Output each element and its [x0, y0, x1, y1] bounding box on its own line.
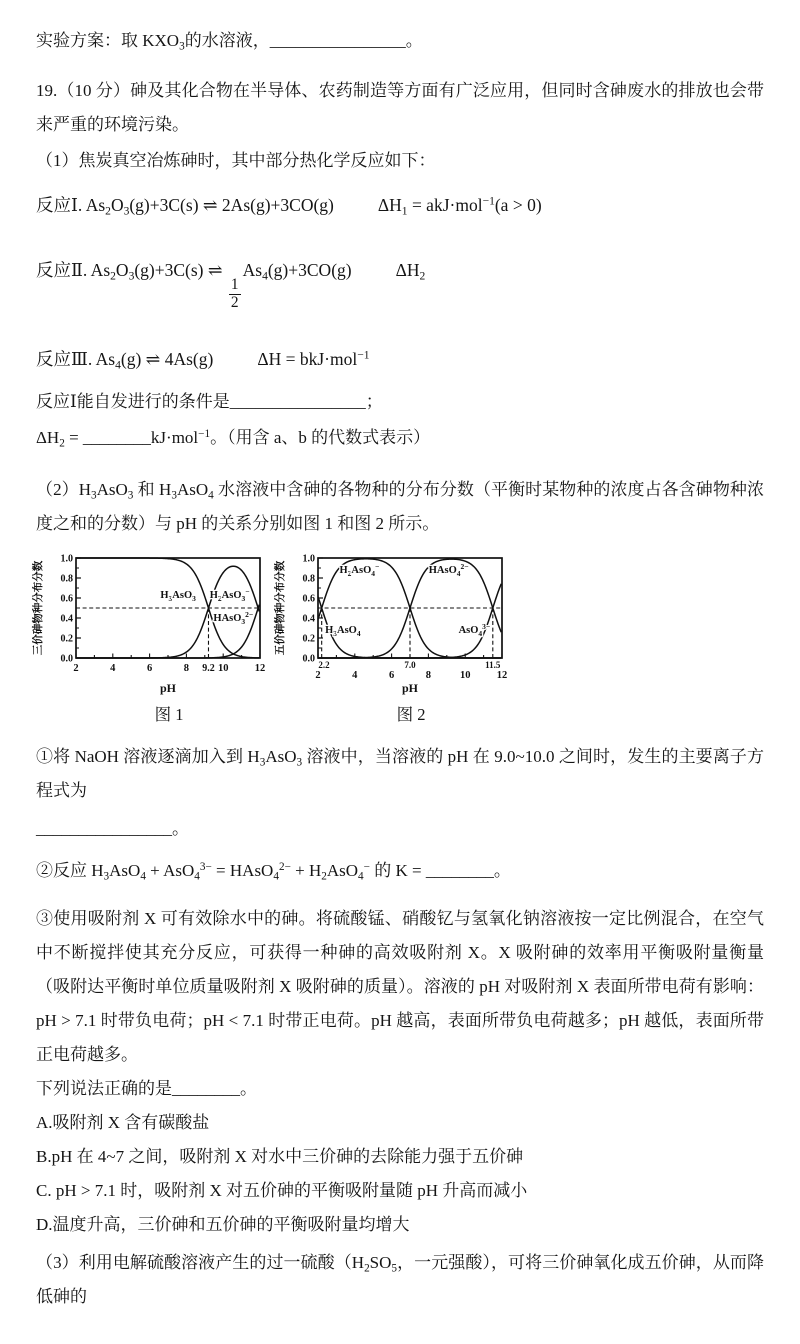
figure-2	[272, 549, 508, 726]
svg-text:H3AsO4: $H_3AsO_4$	[325, 624, 361, 638]
part2-sub1: ①将 NaOH 溶液逐滴加入到 $H_3AsO_3$ 溶液中，当溶液的 pH 在 9.0~10.0 之间时，发生的主要离子方程式为	[36, 747, 764, 801]
svg-text:7.0: 7.0	[404, 659, 416, 670]
reaction-1-enthalpy: $\Delta H_1 = akJ\cdot mol^{-1}(a > 0)$	[377, 195, 542, 218]
figure-1	[30, 549, 266, 726]
svg-text:12: 12	[496, 669, 508, 681]
svg-text:10: 10	[217, 662, 229, 674]
part2-sub3-adsorbent: ③使用吸附剂 X 可有效除水中的砷。将硫酸锰、硝酸钇与氢氧化钠溶液按一定比例混合，在空气中不断搅拌使其充分反应，可获得一种砷的高效吸附剂 X。X 吸附砷的效率用平衡吸附量衡量（吸附达平衡时单位质量吸附剂 X 吸附砷的质量）。溶液的 pH 对吸附剂 X 表面所带电荷有影响：pH > 7.1 时带负电荷；pH < 7.1 时带正电荷。pH 越高，表面所带负电荷越多；pH 越低，表面所带正电荷越多。	[36, 909, 764, 1065]
choice-list	[36, 1106, 764, 1242]
reaction-2-enthalpy: $\Delta H_2$	[395, 260, 426, 283]
reaction-1	[36, 188, 764, 223]
choice-d: D.温度升高，三价砷和五价砷的平衡吸附量均增大	[36, 1215, 410, 1235]
figure1-distribution-chart	[30, 549, 266, 695]
svg-text:2: 2	[315, 669, 321, 681]
svg-text:H2AsO3−: $H_2AsO_3^-$	[209, 586, 250, 603]
choice-a: A.吸附剂 X 含有碳酸盐	[36, 1113, 210, 1133]
svg-text:12: 12	[254, 662, 266, 674]
svg-text:2: 2	[73, 662, 79, 674]
reaction-3-equation: 反应Ⅲ. $As_4(g)$ ⇌ 4As(g)	[36, 348, 214, 372]
svg-text:0.4: 0.4	[302, 613, 315, 625]
svg-text:三价砷物种分布分数: 三价砷物种分布分数	[33, 560, 44, 656]
svg-text:0.6: 0.6	[60, 593, 73, 605]
svg-text:0.0: 0.0	[302, 653, 315, 665]
figures-row	[30, 549, 764, 726]
part2-sub1-answer-blank: ________________。	[36, 819, 189, 839]
choice-c: C. pH > 7.1 时，吸附剂 X 对五价砷的平衡吸附量随 pH 升高而减小	[36, 1181, 528, 1201]
svg-text:H3AsO3: $H_3AsO_3$	[160, 589, 196, 603]
svg-text:pH: pH	[159, 680, 177, 695]
reaction-3-enthalpy: ΔH = bkJ·mol$^{-1}$	[257, 348, 370, 369]
svg-text:0.2: 0.2	[302, 633, 315, 645]
svg-text:1.0: 1.0	[60, 553, 73, 565]
svg-text:2.2: 2.2	[318, 659, 330, 670]
svg-text:9.2: 9.2	[202, 662, 215, 674]
reaction-2-equation: 反应Ⅱ. $As_2O_3(g)+3C(s)$ ⇌ $\frac{1}{2}$ $As_4(g)+3CO(g)$	[36, 260, 352, 312]
svg-text:五价砷物种分布分数: 五价砷物种分布分数	[275, 560, 286, 656]
svg-text:8: 8	[425, 669, 432, 681]
part1-lead: （1）焦炭真空冶炼砷时，其中部分热化学反应如下：	[36, 151, 436, 170]
part2-sub2-equilibrium-k: ②反应 $H_3AsO_4 + AsO_4^{3-}$ = HAsO$_4^{2-}$ + $H_2AsO_4^-$ 的 K = ________。	[36, 860, 511, 883]
svg-text:0.8: 0.8	[302, 573, 315, 585]
svg-text:11.5: 11.5	[485, 659, 501, 670]
svg-text:HAsO32−: HAsO$_3^{2-}$	[213, 609, 254, 626]
svg-text:8: 8	[183, 662, 190, 674]
figure-1-caption: 图 1	[154, 704, 184, 724]
choice-b: B.pH 在 4~7 之间，吸附剂 X 对水中三价砷的去除能力强于五价砷	[36, 1147, 524, 1167]
svg-text:0.2: 0.2	[60, 633, 73, 645]
svg-text:H2AsO4−: $H_2AsO_4^-$	[339, 561, 380, 578]
svg-text:10: 10	[459, 669, 471, 681]
choice-question: 下列说法正确的是________。	[36, 1079, 257, 1099]
svg-text:0.4: 0.4	[60, 613, 73, 625]
figure2-distribution-chart	[272, 549, 508, 695]
svg-text:4: 4	[110, 662, 116, 674]
spontaneous-condition-blank: 反应Ⅰ能自发进行的条件是________________；	[36, 391, 383, 411]
experiment-scheme-line: 实验方案：取 $KXO_3$的水溶液，________________。	[36, 31, 423, 53]
question-19-stem: 19.（10 分）砷及其化合物在半导体、农药制造等方面有广泛应用，但同时含砷废水的排放也会带来严重的环境污染。	[36, 81, 764, 134]
svg-text:0.6: 0.6	[302, 593, 315, 605]
svg-text:6: 6	[388, 669, 395, 681]
part2-lead: $(2)H_3AsO_3$ 和 $H_3AsO_4$ 水溶液中含砷的各物种的分布分数（平衡时某物种的浓度占各含砷物种浓度之和的分数）与 pH 的关系分别如图 1 和图 2 所示。	[36, 479, 764, 533]
svg-text:HAsO42−: HAsO$_4^{2-}$	[428, 561, 469, 578]
svg-text:0.8: 0.8	[60, 573, 73, 585]
svg-text:0.0: 0.0	[60, 653, 73, 665]
part3-lead: （3）利用电解硫酸溶液产生的过一硫酸（$H_2SO_5$，一元强酸），可将三价砷氧化成五价砷，从而降低砷的	[36, 1253, 764, 1307]
reaction-1-equation: 反应Ⅰ. $As_2O_3(g)+3C(s)$ ⇌ 2As(g)+3CO(g)	[36, 195, 334, 218]
reaction-3	[36, 342, 764, 377]
svg-text:4: 4	[352, 669, 358, 681]
svg-text:1.0: 1.0	[302, 553, 315, 565]
figure-2-caption: 图 2	[396, 704, 426, 724]
reaction-2	[36, 253, 764, 312]
svg-text:AsO43−: AsO$_4^{3-}$	[458, 621, 491, 638]
svg-text:pH: pH	[401, 680, 419, 695]
delta-h2-blank: $\Delta H_2$ = ________kJ·mol$^{-1}$。（用含 a、b 的代数式表示）	[36, 427, 431, 450]
svg-text:6: 6	[146, 662, 153, 674]
